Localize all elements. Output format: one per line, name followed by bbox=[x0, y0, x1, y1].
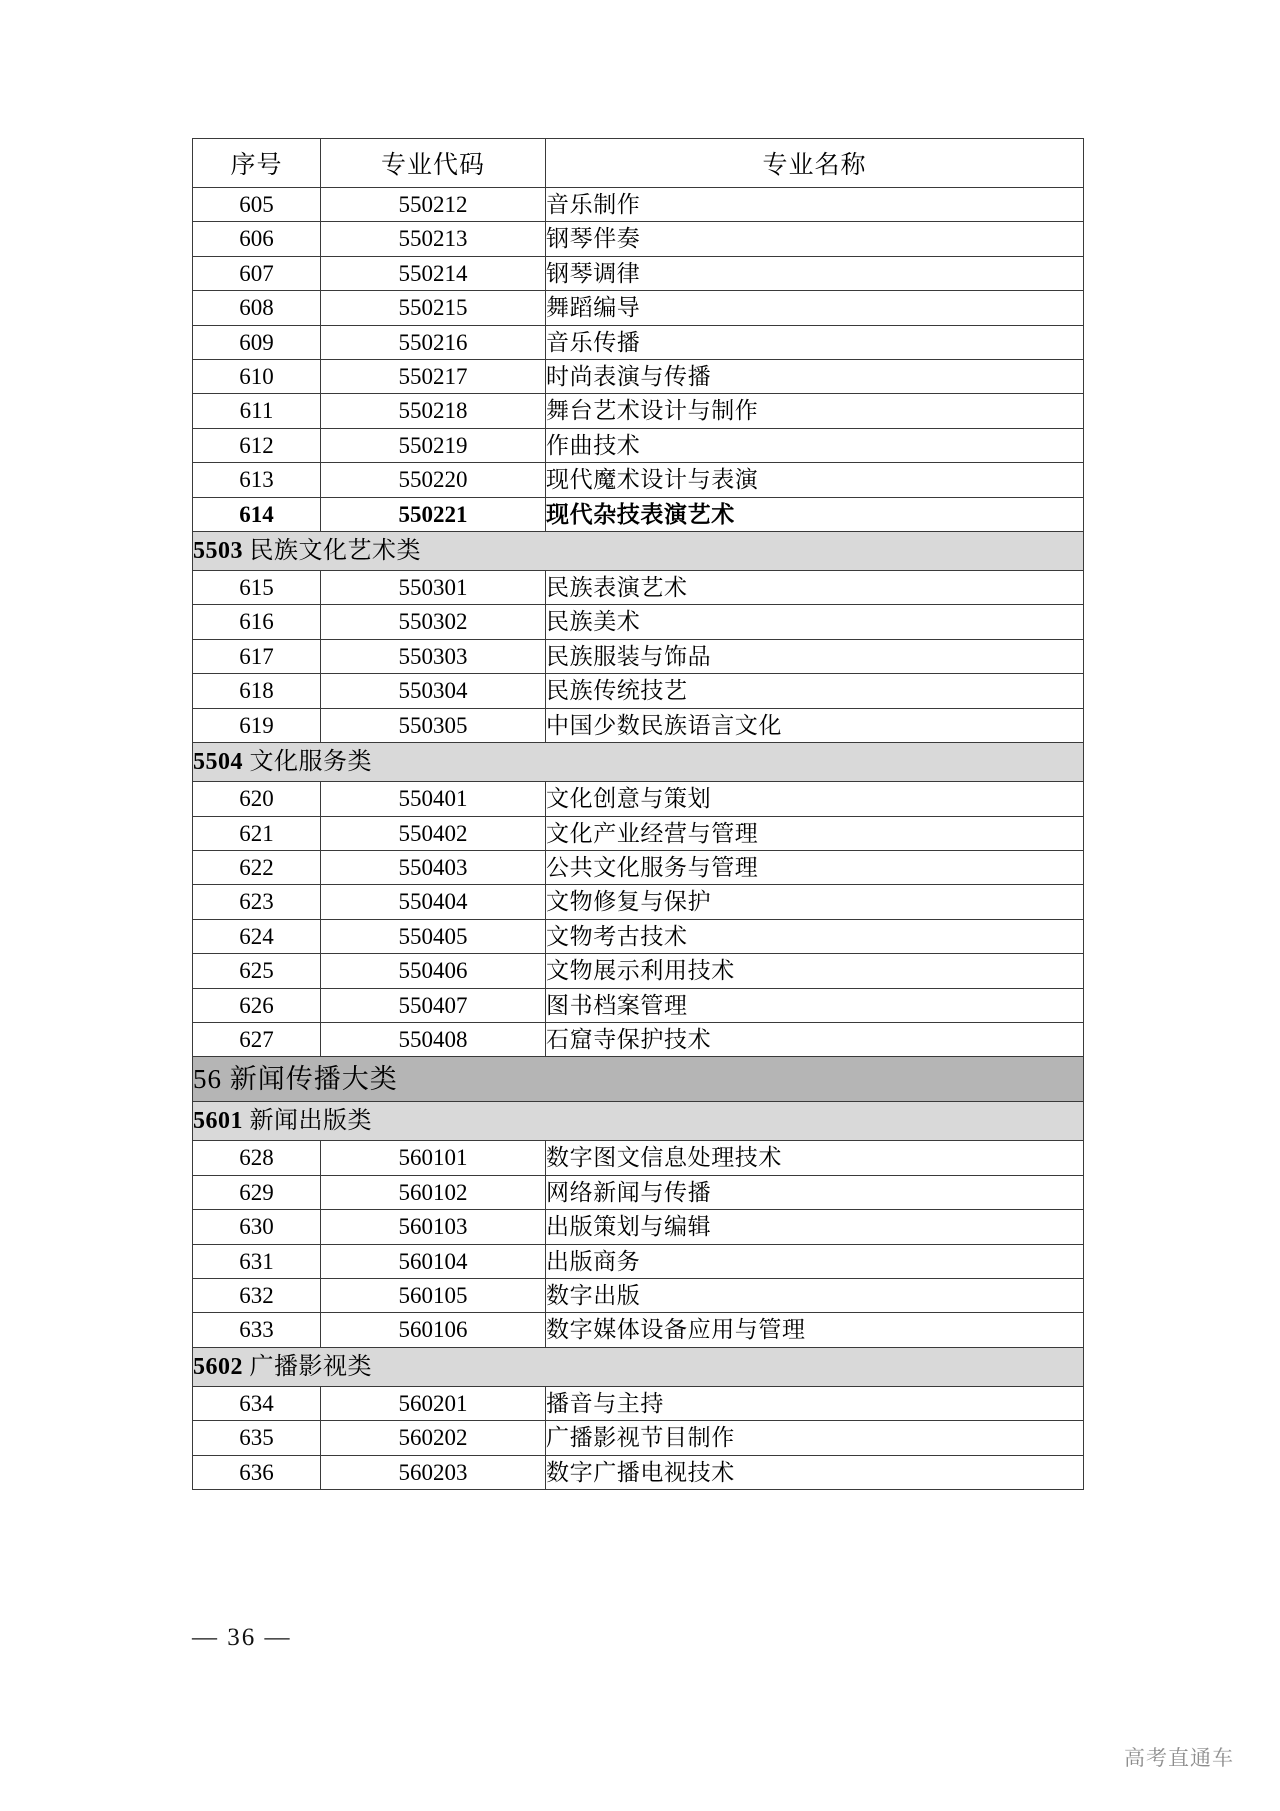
subcategory-row bbox=[193, 743, 1084, 782]
cell-major-code: 550301 bbox=[321, 571, 546, 605]
cell-sequence: 615 bbox=[193, 571, 321, 605]
table-row bbox=[193, 360, 1084, 394]
cell-major-name: 钢琴伴奏 bbox=[546, 222, 1084, 256]
cell-major-code: 550407 bbox=[321, 988, 546, 1022]
major-catalog-table bbox=[192, 138, 1084, 1490]
cell-sequence: 628 bbox=[193, 1141, 321, 1175]
cell-major-name: 文化创意与策划 bbox=[546, 782, 1084, 816]
cell-sequence: 606 bbox=[193, 222, 321, 256]
cell-major-code: 550404 bbox=[321, 885, 546, 919]
watermark: 高考直通车 bbox=[1124, 1747, 1234, 1770]
cell-sequence: 622 bbox=[193, 850, 321, 884]
table-row bbox=[193, 816, 1084, 850]
cell-major-code: 560104 bbox=[321, 1244, 546, 1278]
subcategory-row bbox=[193, 1102, 1084, 1141]
cell-major-code: 560203 bbox=[321, 1455, 546, 1489]
subcategory-code: 5602 bbox=[193, 1353, 243, 1380]
subcategory-row bbox=[193, 532, 1084, 571]
subcategory-label bbox=[193, 1102, 1084, 1141]
cell-major-name: 播音与主持 bbox=[546, 1386, 1084, 1420]
table-row bbox=[193, 1278, 1084, 1312]
cell-sequence: 607 bbox=[193, 256, 321, 290]
cell-major-name: 民族美术 bbox=[546, 605, 1084, 639]
cell-major-code: 560201 bbox=[321, 1386, 546, 1420]
table-row bbox=[193, 1455, 1084, 1489]
cell-sequence: 605 bbox=[193, 188, 321, 222]
subcategory-name: 新闻出版类 bbox=[243, 1108, 372, 1135]
major-category-label: 56 新闻传播大类 bbox=[193, 1057, 1084, 1102]
cell-sequence: 621 bbox=[193, 816, 321, 850]
cell-major-code: 550212 bbox=[321, 188, 546, 222]
cell-sequence: 630 bbox=[193, 1210, 321, 1244]
cell-sequence: 616 bbox=[193, 605, 321, 639]
table-row bbox=[193, 1210, 1084, 1244]
table-row bbox=[193, 674, 1084, 708]
cell-major-code: 560105 bbox=[321, 1278, 546, 1312]
cell-major-code: 550402 bbox=[321, 816, 546, 850]
cell-major-name: 文物考古技术 bbox=[546, 919, 1084, 953]
cell-major-name: 钢琴调律 bbox=[546, 256, 1084, 290]
table-row bbox=[193, 222, 1084, 256]
cell-sequence: 614 bbox=[193, 497, 321, 531]
cell-sequence: 634 bbox=[193, 1386, 321, 1420]
cell-major-code: 550221 bbox=[321, 497, 546, 531]
table-row bbox=[193, 988, 1084, 1022]
cell-major-name: 音乐传播 bbox=[546, 325, 1084, 359]
table-row bbox=[193, 919, 1084, 953]
table-row bbox=[193, 571, 1084, 605]
cell-sequence: 633 bbox=[193, 1313, 321, 1347]
cell-major-name: 文化产业经营与管理 bbox=[546, 816, 1084, 850]
table-row bbox=[193, 1141, 1084, 1175]
cell-major-code: 550216 bbox=[321, 325, 546, 359]
cell-sequence: 618 bbox=[193, 674, 321, 708]
cell-major-code: 550214 bbox=[321, 256, 546, 290]
cell-major-name: 音乐制作 bbox=[546, 188, 1084, 222]
cell-major-name: 石窟寺保护技术 bbox=[546, 1022, 1084, 1056]
table-body bbox=[193, 188, 1084, 1490]
cell-major-code: 550219 bbox=[321, 428, 546, 462]
cell-major-code: 550220 bbox=[321, 463, 546, 497]
table-row bbox=[193, 1421, 1084, 1455]
cell-major-name: 数字图文信息处理技术 bbox=[546, 1141, 1084, 1175]
cell-sequence: 619 bbox=[193, 708, 321, 742]
cell-sequence: 620 bbox=[193, 782, 321, 816]
cell-major-code: 550304 bbox=[321, 674, 546, 708]
cell-major-name: 文物修复与保护 bbox=[546, 885, 1084, 919]
cell-major-code: 550408 bbox=[321, 1022, 546, 1056]
cell-major-code: 560106 bbox=[321, 1313, 546, 1347]
cell-major-code: 550215 bbox=[321, 291, 546, 325]
cell-sequence: 613 bbox=[193, 463, 321, 497]
cell-sequence: 617 bbox=[193, 639, 321, 673]
table-row bbox=[193, 463, 1084, 497]
cell-major-name: 现代魔术设计与表演 bbox=[546, 463, 1084, 497]
cell-major-code: 550406 bbox=[321, 954, 546, 988]
table-row bbox=[193, 605, 1084, 639]
table-row bbox=[193, 1175, 1084, 1209]
subcategory-row bbox=[193, 1347, 1084, 1386]
cell-major-name: 出版商务 bbox=[546, 1244, 1084, 1278]
cell-major-name: 出版策划与编辑 bbox=[546, 1210, 1084, 1244]
cell-major-name: 民族表演艺术 bbox=[546, 571, 1084, 605]
column-header-sequence: 序号 bbox=[193, 139, 321, 188]
cell-major-name: 网络新闻与传播 bbox=[546, 1175, 1084, 1209]
cell-major-code: 550217 bbox=[321, 360, 546, 394]
table-row bbox=[193, 708, 1084, 742]
cell-major-name: 民族服装与饰品 bbox=[546, 639, 1084, 673]
cell-major-code: 550213 bbox=[321, 222, 546, 256]
cell-major-name: 时尚表演与传播 bbox=[546, 360, 1084, 394]
table-row bbox=[193, 782, 1084, 816]
cell-major-name: 现代杂技表演艺术 bbox=[546, 497, 1084, 531]
subcategory-label bbox=[193, 1347, 1084, 1386]
column-header-major-name: 专业名称 bbox=[546, 139, 1084, 188]
cell-sequence: 611 bbox=[193, 394, 321, 428]
cell-sequence: 625 bbox=[193, 954, 321, 988]
cell-major-name: 数字出版 bbox=[546, 1278, 1084, 1312]
major-category-row bbox=[193, 1057, 1084, 1102]
column-header-major-code: 专业代码 bbox=[321, 139, 546, 188]
cell-major-code: 550218 bbox=[321, 394, 546, 428]
subcategory-label bbox=[193, 532, 1084, 571]
cell-sequence: 629 bbox=[193, 1175, 321, 1209]
table-row bbox=[193, 291, 1084, 325]
cell-sequence: 635 bbox=[193, 1421, 321, 1455]
table-row bbox=[193, 1386, 1084, 1420]
cell-sequence: 624 bbox=[193, 919, 321, 953]
cell-major-name: 舞蹈编导 bbox=[546, 291, 1084, 325]
cell-major-code: 550303 bbox=[321, 639, 546, 673]
table-row bbox=[193, 639, 1084, 673]
cell-sequence: 627 bbox=[193, 1022, 321, 1056]
table-header bbox=[193, 139, 1084, 188]
cell-major-name: 民族传统技艺 bbox=[546, 674, 1084, 708]
cell-major-code: 550403 bbox=[321, 850, 546, 884]
table-row bbox=[193, 428, 1084, 462]
subcategory-label bbox=[193, 743, 1084, 782]
table-row bbox=[193, 1313, 1084, 1347]
table-row bbox=[193, 850, 1084, 884]
table-row bbox=[193, 325, 1084, 359]
table-row bbox=[193, 954, 1084, 988]
cell-major-name: 广播影视节目制作 bbox=[546, 1421, 1084, 1455]
cell-major-code: 560101 bbox=[321, 1141, 546, 1175]
cell-major-code: 550401 bbox=[321, 782, 546, 816]
cell-major-code: 550302 bbox=[321, 605, 546, 639]
cell-major-code: 560202 bbox=[321, 1421, 546, 1455]
table-row bbox=[193, 256, 1084, 290]
cell-sequence: 609 bbox=[193, 325, 321, 359]
table-row bbox=[193, 497, 1084, 531]
subcategory-code: 5503 bbox=[193, 538, 243, 565]
table-header-row bbox=[193, 139, 1084, 188]
cell-sequence: 626 bbox=[193, 988, 321, 1022]
cell-major-name: 图书档案管理 bbox=[546, 988, 1084, 1022]
table-row bbox=[193, 1022, 1084, 1056]
cell-major-code: 550405 bbox=[321, 919, 546, 953]
cell-major-code: 550305 bbox=[321, 708, 546, 742]
cell-sequence: 632 bbox=[193, 1278, 321, 1312]
cell-major-name: 舞台艺术设计与制作 bbox=[546, 394, 1084, 428]
subcategory-name: 广播影视类 bbox=[243, 1353, 372, 1380]
cell-major-name: 文物展示利用技术 bbox=[546, 954, 1084, 988]
subcategory-name: 文化服务类 bbox=[243, 749, 372, 776]
cell-major-name: 中国少数民族语言文化 bbox=[546, 708, 1084, 742]
table-row bbox=[193, 885, 1084, 919]
page-number: — 36 — bbox=[192, 1624, 292, 1651]
cell-sequence: 623 bbox=[193, 885, 321, 919]
cell-sequence: 608 bbox=[193, 291, 321, 325]
subcategory-code: 5504 bbox=[193, 749, 243, 776]
cell-major-name: 公共文化服务与管理 bbox=[546, 850, 1084, 884]
cell-sequence: 612 bbox=[193, 428, 321, 462]
subcategory-name: 民族文化艺术类 bbox=[243, 538, 421, 565]
cell-major-code: 560102 bbox=[321, 1175, 546, 1209]
subcategory-code: 5601 bbox=[193, 1108, 243, 1135]
cell-sequence: 636 bbox=[193, 1455, 321, 1489]
cell-major-name: 数字媒体设备应用与管理 bbox=[546, 1313, 1084, 1347]
table-row bbox=[193, 188, 1084, 222]
cell-major-code: 560103 bbox=[321, 1210, 546, 1244]
cell-sequence: 610 bbox=[193, 360, 321, 394]
table-row bbox=[193, 394, 1084, 428]
cell-major-name: 作曲技术 bbox=[546, 428, 1084, 462]
cell-major-name: 数字广播电视技术 bbox=[546, 1455, 1084, 1489]
table-row bbox=[193, 1244, 1084, 1278]
cell-sequence: 631 bbox=[193, 1244, 321, 1278]
